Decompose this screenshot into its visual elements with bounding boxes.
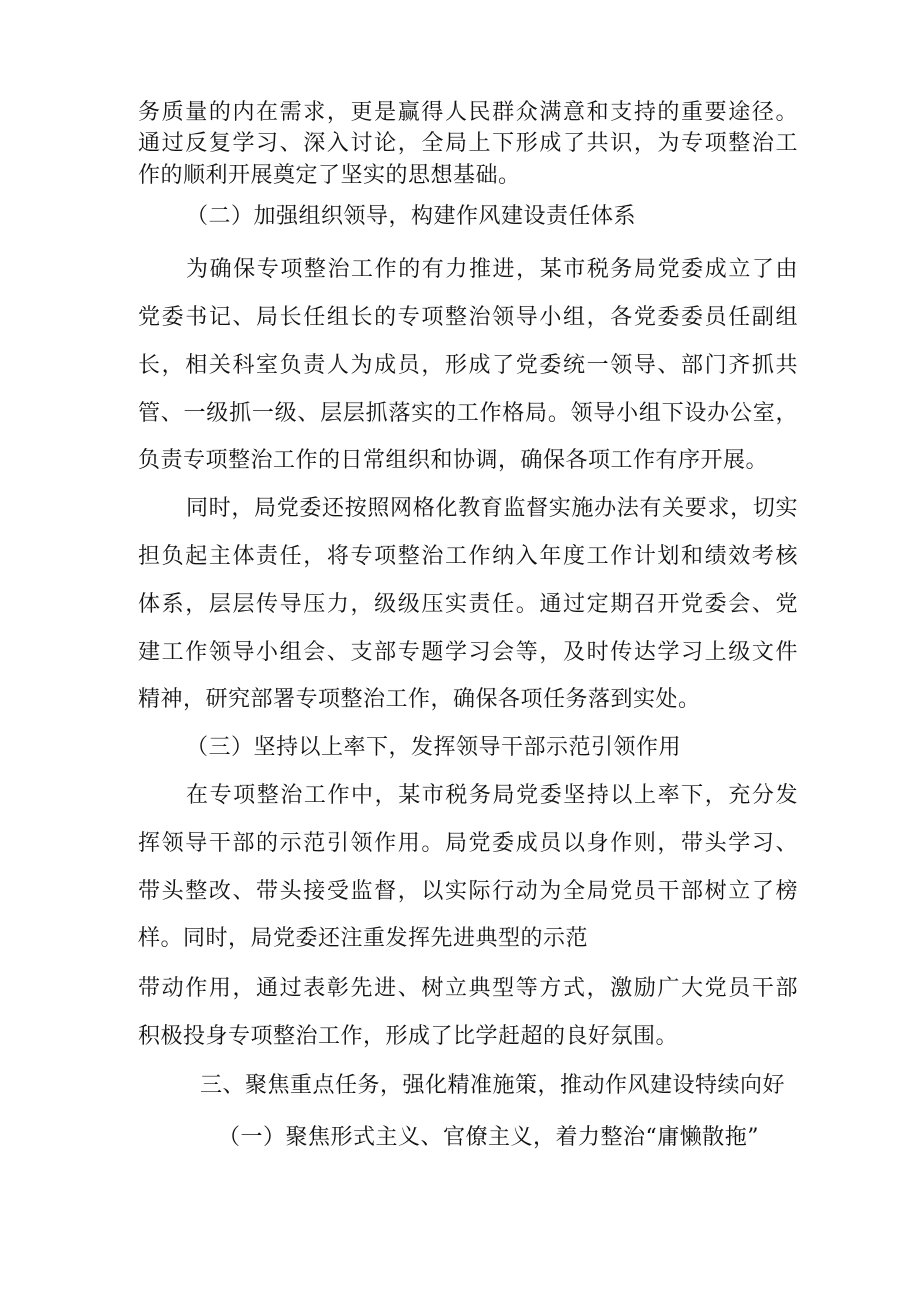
section-3-p1-line-2: 挥领导干部的示范引领作用。局党委成员以身作则，带头学习、 (138, 831, 798, 856)
section-2-p2-line-3: 体系，层层传导压力，级级压实责任。通过定期召开党委会、党 (138, 592, 798, 617)
section-2-p2-line-1: 同时，局党委还按照网格化教育监督实施办法有关要求，切实 (186, 496, 798, 521)
section-2-p1-line-3: 长，相关科室负责人为成员，形成了党委统一领导、部门齐抓共 (138, 353, 798, 378)
section-2-p2-line-5: 精神，研究部署专项整治工作，确保各项任务落到实处。 (138, 687, 701, 712)
section-2-p1-line-2: 党委书记、局长任组长的专项整治领导小组，各党委委员任副组 (138, 305, 798, 330)
intro-line-3: 作的顺利开展奠定了坚实的思想基础。 (138, 163, 521, 188)
section-3-p1-line-4: 样。同时，局党委还注重发挥先进典型的示范 (138, 926, 589, 951)
intro-line-2: 通过反复学习、深入讨论，全局上下形成了共识，为专项整治工 (138, 131, 798, 156)
section-2-heading: （二）加强组织领导，构建作风建设责任体系 (186, 204, 637, 229)
section-2-p2-line-4: 建工作领导小组会、支部专题学习会等，及时传达学习上级文件 (138, 640, 798, 665)
section-3-heading: （三）坚持以上率下，发挥领导干部示范引领作用 (186, 735, 682, 760)
section-3-p1-line-5: 带动作用，通过表彰先进、树立典型等方式，激励广大党员干部 (138, 976, 798, 1001)
section-2-p1-line-1: 为确保专项整治工作的有力推进，某市税务局党委成立了由 (186, 257, 798, 282)
section-2-p1-line-5: 负责专项整治工作的日常组织和协调，确保各项工作有序开展。 (138, 448, 769, 473)
section-3-p1-line-1: 在专项整治工作中，某市税务局党委坚持以上率下，充分发 (186, 783, 798, 808)
part-3-heading: 三、聚焦重点任务，强化精准施策，推动作风建设特续向好 (200, 1073, 786, 1098)
section-2-p2-line-2: 担负起主体责任，将专项整治工作纳入年度工作计划和绩效考核 (138, 544, 798, 569)
section-3-p1-line-6: 积极投身专项整治工作，形成了比学赶超的良好氛围。 (138, 1024, 679, 1049)
intro-line-1: 务质量的内在需求，更是赢得人民群众满意和支持的重要途径。 (138, 100, 798, 125)
section-3-p1-line-3: 带头整改、带头接受监督，以实际行动为全局党员干部树立了榜 (138, 879, 798, 904)
part-3-sub-1-heading: （一）聚焦形式主义、官僚主义，着力整治“庸懒散拖” (218, 1125, 759, 1150)
section-2-p1-line-4: 管、一级抓一级、层层抓落实的工作格局。领导小组下设办公室， (138, 401, 798, 426)
